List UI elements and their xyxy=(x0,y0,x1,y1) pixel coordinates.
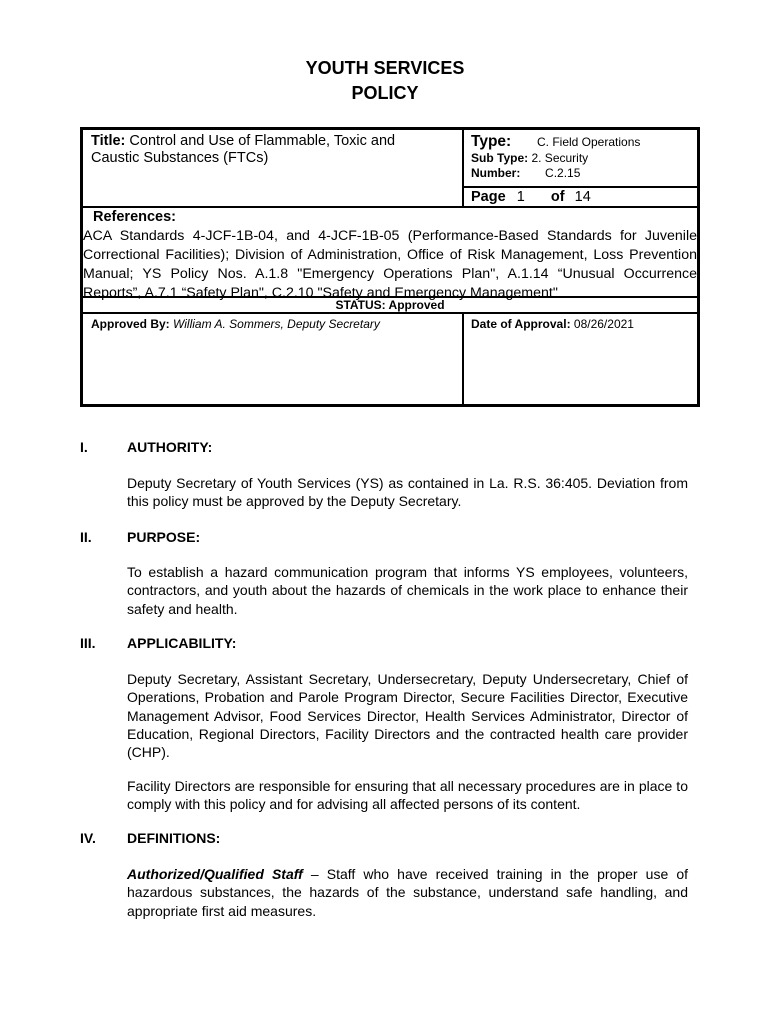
section-heading: APPLICABILITY: xyxy=(127,635,237,651)
divider-bottom xyxy=(462,314,464,404)
number-label: Number: xyxy=(471,166,521,180)
policy-header-table xyxy=(80,127,700,407)
policy-title-cell xyxy=(91,133,451,167)
section-paragraph: Deputy Secretary of Youth Services (YS) as contained in La. R.S. 36:405. Deviation from this policy must be approved by the Deputy Secretary. xyxy=(127,475,688,510)
page-value: 1 xyxy=(516,189,525,205)
section-number: II. xyxy=(80,529,92,545)
section-paragraph: To establish a hazard communication program that informs YS employees, volunteers, contractors, and youth about the hazards of chemicals in the work place to enhance their safety and health. xyxy=(127,564,688,617)
references-label: References: xyxy=(93,209,177,225)
title-value-line1: Control and Use of Flammable, Toxic and xyxy=(129,133,396,149)
approved-by-label: Approved By: xyxy=(91,317,170,331)
divider-top xyxy=(462,130,464,208)
title-line-1: YOUTH SERVICES xyxy=(305,58,465,78)
type-page-divider xyxy=(462,186,697,188)
definition-paragraph xyxy=(127,865,688,920)
approved-by-value: William A. Sommers, Deputy Secretary xyxy=(173,317,380,331)
section-number: IV. xyxy=(80,830,96,846)
subtype-label: Sub Type: xyxy=(471,151,529,165)
definition-term: Authorized/Qualified Staff xyxy=(127,866,303,882)
page-number-cell xyxy=(471,189,691,206)
document-title xyxy=(0,56,770,106)
type-value: C. Field Operations xyxy=(536,135,641,149)
policy-type-cell xyxy=(471,132,691,181)
title-label: Title: xyxy=(91,133,126,149)
section-paragraph-1: Deputy Secretary, Assistant Secretary, Undersecretary, Deputy Undersecretary, Chief of Operations, Probation and Parole Program Director, Secure Facilities Director, Executive Management Advisor, Food Services Director, Health Services Administrator, Director of Education, Regional Directors, Facility Directors and the contracted health care provider (CHP). xyxy=(127,671,688,761)
number-value: C.2.15 xyxy=(545,166,581,180)
subtype-value: 2. Security xyxy=(531,151,589,165)
section-number: I. xyxy=(80,439,88,455)
approval-date-value: 08/26/2021 xyxy=(573,317,634,331)
section-number: III. xyxy=(80,635,96,651)
section-heading: DEFINITIONS: xyxy=(127,830,221,846)
page-label: Page xyxy=(471,189,506,205)
approval-divider xyxy=(83,312,697,314)
status-badge: STATUS: Approved xyxy=(335,298,445,312)
references-cell xyxy=(83,208,697,303)
of-value: 14 xyxy=(574,189,591,205)
definition-text: – Staff who have received training in the proper use of hazardous substances, the hazards of the substance, understand safe handling, and appropriate first aid measures. xyxy=(127,866,688,919)
section-paragraph-2: Facility Directors are responsible for ensuring that all necessary procedures are in place to comply with this policy and for advising all affected persons of its content. xyxy=(127,778,688,813)
type-label: Type: xyxy=(471,133,512,150)
approved-by-cell xyxy=(91,317,461,332)
section-heading: PURPOSE: xyxy=(127,529,201,545)
references-text: ACA Standards 4-JCF-1B-04, and 4-JCF-1B-05 (Performance-Based Standards for Juvenile Correctional Facilities); Division of Administration, Office of Risk Management, Loss Prevention Manual; YS Policy Nos. A.1.8 "Emergency Operations Plan", A.1.14 “Unusual Occurrence Reports”, A.7.1 “Safety Plan", C.2.10 "Safety and Emergency Management" xyxy=(83,228,697,301)
approval-date-label: Date of Approval: xyxy=(471,317,571,331)
section-heading: AUTHORITY: xyxy=(127,439,213,455)
approval-date-cell xyxy=(471,317,691,332)
title-value-line2: Caustic Substances (FTCs) xyxy=(91,150,269,166)
title-line-2: POLICY xyxy=(351,83,419,103)
of-label: of xyxy=(550,189,565,205)
